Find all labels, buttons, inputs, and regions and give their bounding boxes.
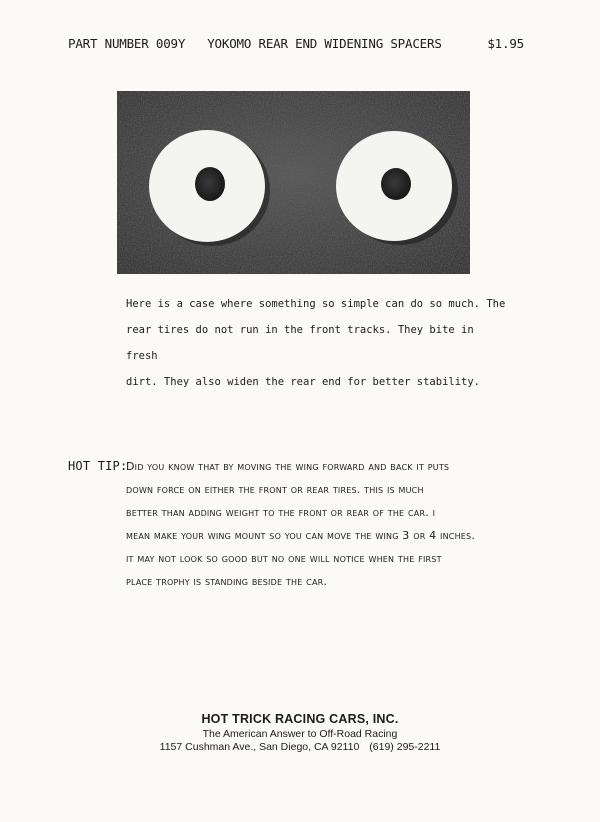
product-description: Here is a case where something so simple can do so much. The rear tires do not run in the front tracks. They bite in fresh dirt. They also widen the rear end for better stability. <box>126 298 506 388</box>
company-tagline: The American Answer to Off-Road Racing <box>202 728 398 740</box>
hot-tip <box>68 455 518 593</box>
company-name: HOT TRICK RACING CARS, INC. <box>201 712 399 726</box>
company-phone: (619) 295-2211 <box>369 741 441 753</box>
company-contact <box>0 741 600 753</box>
hot-tip-label: HOT TIP: <box>68 459 128 473</box>
page-header <box>68 36 524 51</box>
part-number: PART NUMBER 009Y <box>68 36 186 51</box>
company-footer <box>0 712 600 753</box>
part-price: $1.95 <box>487 36 524 51</box>
company-address: 1157 Cushman Ave., San Diego, CA 92110 <box>159 741 360 753</box>
spacer-photo <box>117 91 470 274</box>
part-title: YOKOMO REAR END WIDENING SPACERS <box>207 36 442 51</box>
hot-tip-text: Did you know that by moving the wing forward and back it puts down force on either the front or rear tires. this is much better than adding weight to the front or rear of the car. i mean make your wing mount so you can move the wing 3 or 4 inches. it may not look so good but no one will notice when the first place trophy is standing beside the car. <box>126 460 476 588</box>
